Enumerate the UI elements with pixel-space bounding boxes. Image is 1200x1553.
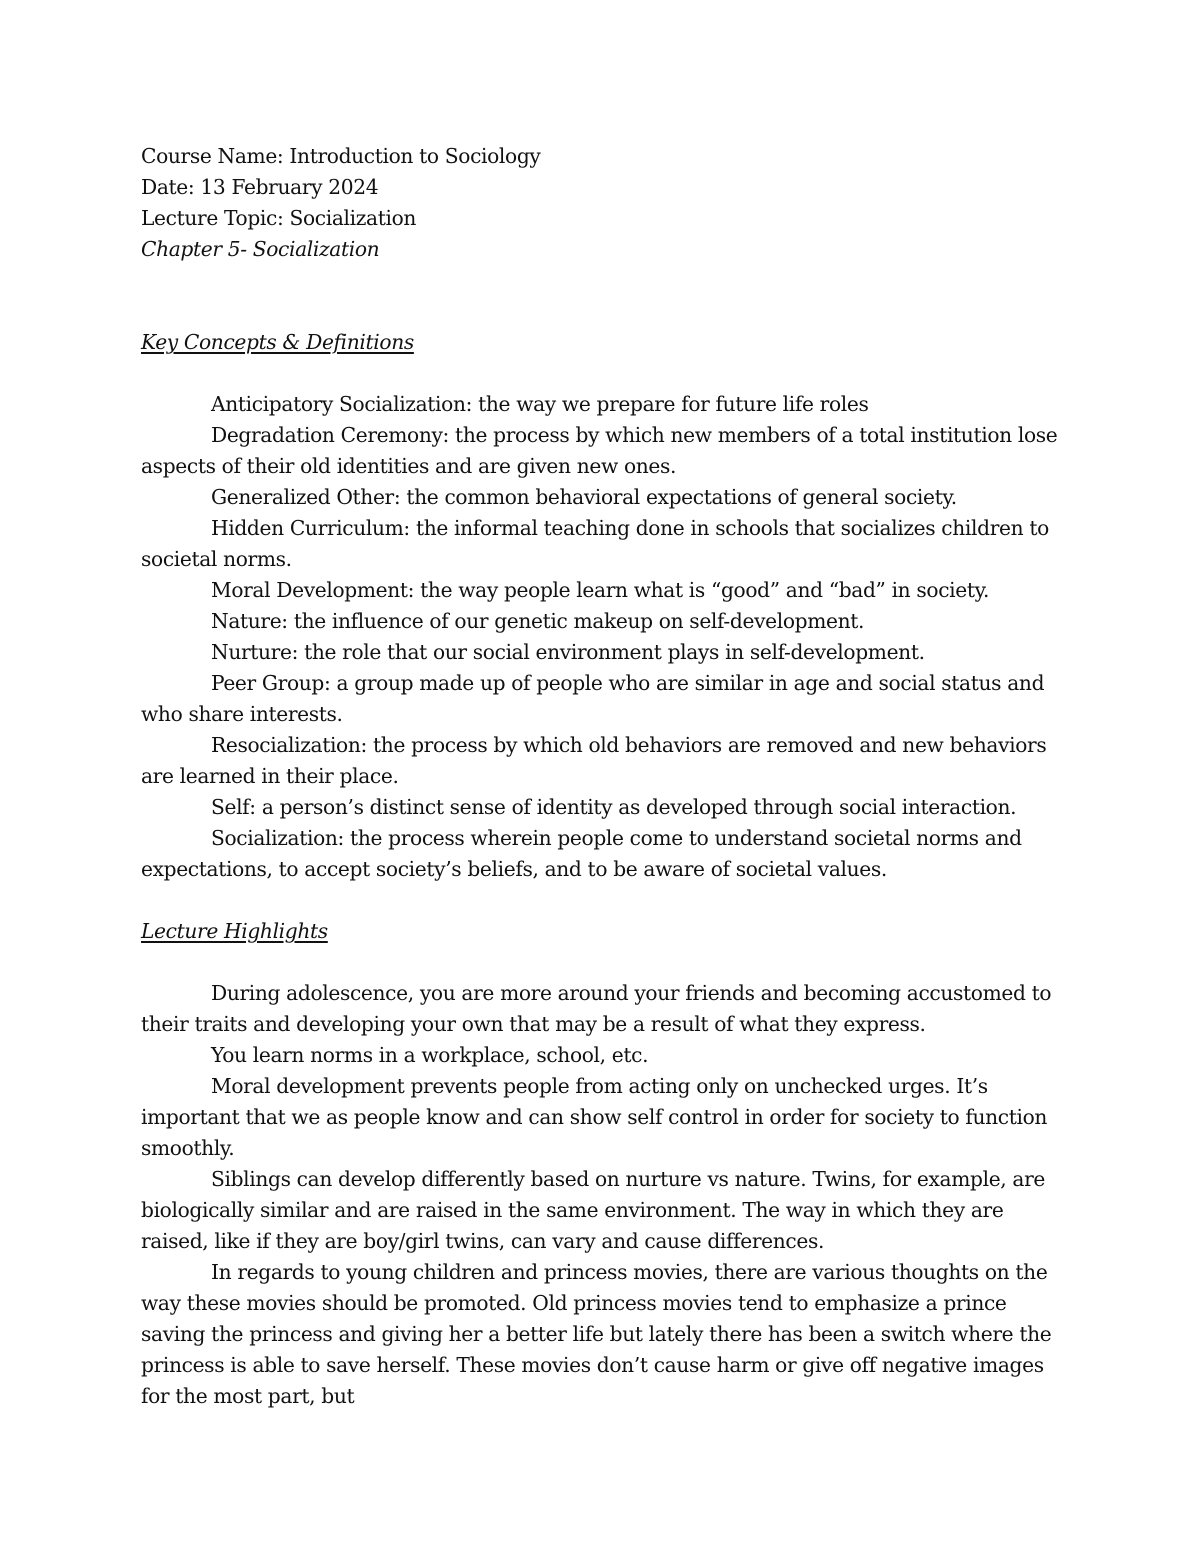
- lecture-topic: Lecture Topic: Socialization: [141, 206, 417, 230]
- definition-item: Hidden Curriculum: the informal teaching done in schools that socializes children to societal norms.: [141, 516, 1049, 571]
- course-name: Course Name: Introduction to Sociology: [141, 144, 541, 168]
- definition-item: Socialization: the process wherein people come to understand societal norms and expectations, to accept society’s beliefs, and to be aware of societal values.: [141, 826, 1022, 881]
- definition-item: Self: a person’s distinct sense of identity as developed through social interaction.: [211, 795, 1017, 819]
- key-concepts-list: [141, 389, 1076, 885]
- spacer: [141, 265, 1076, 327]
- lecture-highlights-heading: Lecture Highlights: [141, 919, 328, 943]
- highlight-paragraph: You learn norms in a workplace, school, etc.: [211, 1043, 649, 1067]
- definition-item: Nurture: the role that our social environment plays in self-development.: [211, 640, 925, 664]
- spacer: [141, 947, 1076, 978]
- definition-item: Resocialization: the process by which old behaviors are removed and new behaviors are learned in their place.: [141, 733, 1047, 788]
- highlight-paragraph: Moral development prevents people from acting only on unchecked urges. It’s important that we as people know and can show self control in order for society to function smoothly.: [141, 1074, 1048, 1160]
- definition-item: Peer Group: a group made up of people who are similar in age and social status and who share interests.: [141, 671, 1045, 726]
- definition-item: Generalized Other: the common behavioral expectations of general society.: [211, 485, 957, 509]
- highlight-paragraph: During adolescence, you are more around your friends and becoming accustomed to their traits and developing your own that may be a result of what they express.: [141, 981, 1052, 1036]
- key-concepts-heading: Key Concepts & Definitions: [141, 330, 414, 354]
- definition-item: Moral Development: the way people learn what is “good” and “bad” in society.: [211, 578, 990, 602]
- definition-item: Nature: the influence of our genetic makeup on self-development.: [211, 609, 865, 633]
- definition-item: Degradation Ceremony: the process by which new members of a total institution lose aspects of their old identities and are given new ones.: [141, 423, 1058, 478]
- spacer: [141, 885, 1076, 916]
- chapter-title: Chapter 5- Socialization: [141, 237, 380, 261]
- definition-item: Anticipatory Socialization: the way we prepare for future life roles: [211, 392, 869, 416]
- spacer: [141, 358, 1076, 389]
- lecture-date: Date: 13 February 2024: [141, 175, 379, 199]
- highlight-paragraph: In regards to young children and princess movies, there are various thoughts on the way these movies should be promoted. Old princess movies tend to emphasize a prince saving the princess and giving her a better life but lately there has been a switch where the princess is able to save herself. These movies don’t cause harm or give off negative images for the most part, but: [141, 1260, 1052, 1408]
- highlight-paragraph: Siblings can develop differently based on nurture vs nature. Twins, for example, are biologically similar and are raised in the same environment. The way in which they are raised, like if they are boy/girl twins, can vary and cause differences.: [141, 1167, 1046, 1253]
- document-body: [141, 141, 1076, 1412]
- lecture-highlights-body: [141, 978, 1076, 1412]
